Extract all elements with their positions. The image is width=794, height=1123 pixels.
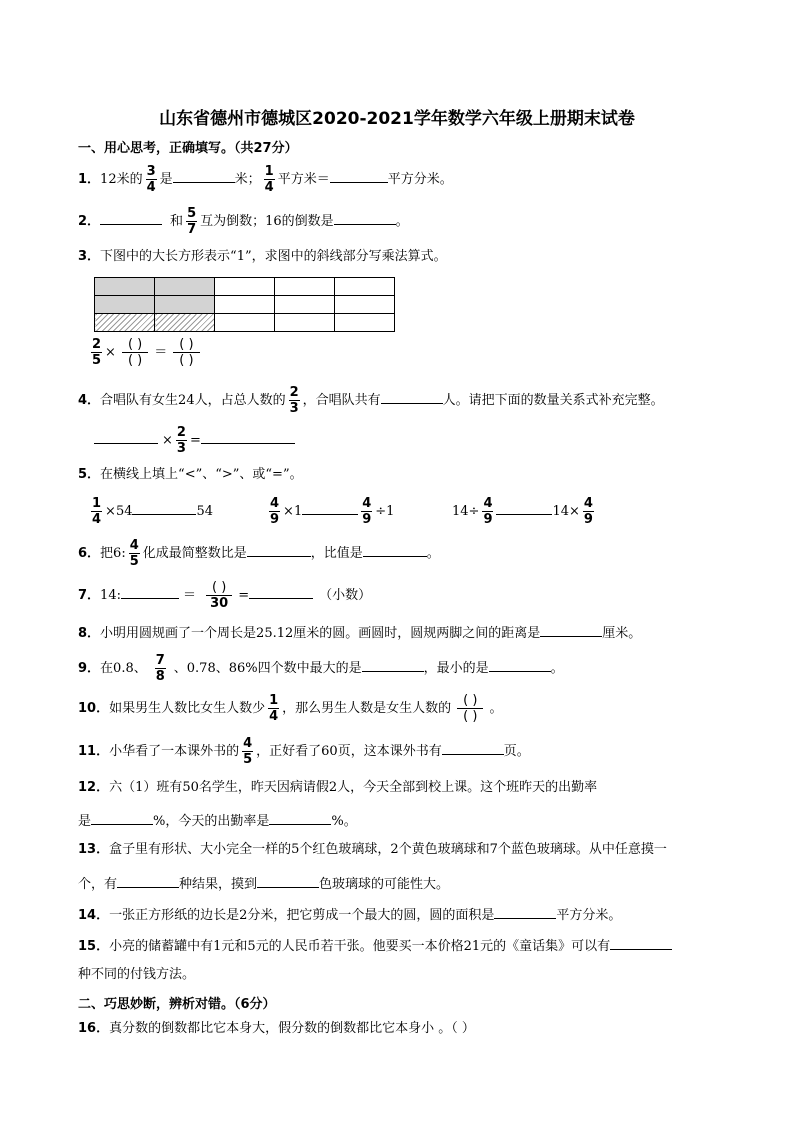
text: 。 xyxy=(426,546,440,561)
section-1-heading: 一、用心思考，正确填写。（共27分） xyxy=(78,141,298,156)
answer-blank[interactable] xyxy=(334,210,396,225)
text: 化成最简整数比是 xyxy=(142,546,247,561)
answer-blank[interactable] xyxy=(363,542,427,557)
text: 小明用圆规画了一个周长是25.12厘米的圆。画圆时，圆规两脚之间的距离是 xyxy=(100,626,541,641)
answer-blank[interactable] xyxy=(100,210,162,225)
answer-blank[interactable] xyxy=(381,389,443,404)
question-number: 11． xyxy=(78,744,110,759)
text: ，比值是 xyxy=(310,546,363,561)
answer-blank[interactable] xyxy=(91,810,153,825)
question-8 xyxy=(78,622,641,643)
text: 米； xyxy=(234,172,261,187)
answer-blank[interactable] xyxy=(121,584,179,599)
text: 、0.78、86%四个数中最大的是 xyxy=(173,661,362,676)
question-6 xyxy=(78,538,440,569)
fraction-blank[interactable]: $\frac{( )}{( )}$ xyxy=(173,337,199,368)
text: 厘米。 xyxy=(602,626,642,641)
page-title: 山东省德州市德城区2020-2021学年数学六年级上册期末试卷 xyxy=(159,109,635,129)
text: 平方分米。 xyxy=(556,908,622,923)
question-number: 2． xyxy=(78,214,101,229)
fraction: $\frac{2}{3}$ xyxy=(289,385,299,416)
fraction-blank[interactable]: $\frac{( )}{( )}$ xyxy=(457,693,483,724)
text: ×1 xyxy=(283,504,303,519)
text: ，那么男生人数是女生人数的 xyxy=(282,701,452,716)
text: 平方米＝ xyxy=(277,172,330,187)
question-13 xyxy=(78,841,667,859)
question-number: 15． xyxy=(78,939,110,954)
text: 下图中的大长方形表示“1”，求图中的斜线部分写乘法算式。 xyxy=(100,249,447,264)
text: 。 xyxy=(489,701,503,716)
text: 小华看了一本课外书的 xyxy=(109,744,240,759)
question-7 xyxy=(78,580,371,612)
text: 页。 xyxy=(503,744,530,759)
answer-blank[interactable] xyxy=(269,810,331,825)
answer-blank[interactable] xyxy=(132,500,196,515)
text: 是 xyxy=(159,172,173,187)
text: 一张正方形纸的边长是2分米，把它剪成一个最大的圆，圆的面积是 xyxy=(109,908,495,923)
text: 把6: xyxy=(100,546,126,561)
question-5 xyxy=(78,466,303,484)
fraction: $\frac{4}{9}$ xyxy=(583,496,593,527)
text: 盒子里有形状、大小完全一样的5个红色玻璃球，2个黄色玻璃球和7个蓝色玻璃球。从中任意摸一 xyxy=(109,842,667,857)
text: 人。请把下面的数量关系式补充完整。 xyxy=(442,393,664,408)
answer-blank[interactable] xyxy=(173,168,235,183)
question-1 xyxy=(78,164,453,195)
text: 小亮的储蓄罐中有1元和5元的人民币若干张。他要买一本价格21元的《童话集》可以有 xyxy=(109,939,611,954)
fraction: $\frac{1}{4}$ xyxy=(269,693,279,724)
question-number: 12． xyxy=(78,780,110,795)
question-12-line-2 xyxy=(78,810,357,831)
text: 平方分米。 xyxy=(387,172,453,187)
text: %，今天的出勤率是 xyxy=(153,814,270,829)
question-4 xyxy=(78,385,664,416)
text: 14÷ xyxy=(452,504,480,519)
text: ，合唱队共有 xyxy=(302,393,381,408)
question-5-item-3 xyxy=(452,496,597,528)
answer-blank[interactable] xyxy=(247,542,311,557)
answer-blank[interactable] xyxy=(494,904,556,919)
text: 种不同的付钱方法。 xyxy=(78,967,196,982)
question-number: 8． xyxy=(78,626,101,641)
answer-blank[interactable] xyxy=(489,657,551,672)
text: 色玻璃球的可能性大。 xyxy=(319,877,450,892)
answer-blank[interactable] xyxy=(94,429,158,444)
question-12 xyxy=(78,779,597,797)
question-number: 6． xyxy=(78,546,101,561)
text: 如果男生人数比女生人数少 xyxy=(109,701,266,716)
fraction: $\frac{2}{5}$ xyxy=(92,337,102,368)
fraction-blank[interactable]: $\frac{( )}{30}$ xyxy=(206,580,232,611)
question-number: 7． xyxy=(78,588,101,603)
answer-blank[interactable] xyxy=(496,500,552,515)
question-11 xyxy=(78,736,530,767)
answer-blank[interactable] xyxy=(249,584,313,599)
fraction: $\frac{2}{3}$ xyxy=(176,425,186,456)
text: 六（1）班有50名学生，昨天因病请假2人，今天全部到校上课。这个班昨天的出勤率 xyxy=(109,780,598,795)
text: ÷1 xyxy=(375,504,395,519)
question-3-formula xyxy=(88,336,206,370)
answer-blank[interactable] xyxy=(362,657,424,672)
text: 真分数的倒数都比它本身大，假分数的倒数都比它本身小 。（ ） xyxy=(109,1021,475,1036)
question-15 xyxy=(78,935,672,956)
text: 和 xyxy=(170,214,184,229)
text: 。 xyxy=(550,661,564,676)
text: 在横线上填上“<”、“>”、或“=”。 xyxy=(100,467,303,482)
text: （小数） xyxy=(319,588,372,603)
fraction: $\frac{1}{4}$ xyxy=(92,496,102,527)
text: 54 xyxy=(196,504,214,519)
fraction: $\frac{1}{4}$ xyxy=(264,164,274,195)
equals-sign: = xyxy=(238,588,250,603)
question-number: 5． xyxy=(78,467,101,482)
question-14 xyxy=(78,904,621,925)
question-number: 10． xyxy=(78,701,110,716)
question-4-relation xyxy=(94,425,295,456)
text: 是 xyxy=(78,814,92,829)
equals-sign: ＝ xyxy=(154,345,168,360)
question-number: 3． xyxy=(78,249,101,264)
question-15-line-2 xyxy=(78,966,195,984)
section-2-heading: 二、巧思妙断，辨析对错。（6分） xyxy=(78,997,276,1012)
text: 14× xyxy=(552,504,580,519)
text: 在0.8、 xyxy=(100,661,147,676)
equals-sign: ＝ xyxy=(182,588,196,603)
fraction: $\frac{4}{9}$ xyxy=(270,496,280,527)
answer-blank[interactable] xyxy=(442,740,504,755)
answer-blank[interactable] xyxy=(610,935,672,950)
answer-blank[interactable] xyxy=(117,873,179,888)
question-3 xyxy=(78,248,447,266)
answer-blank[interactable] xyxy=(540,622,602,637)
fraction: $\frac{4}{9}$ xyxy=(483,496,493,527)
answer-blank[interactable] xyxy=(302,500,358,515)
text: ×54 xyxy=(105,504,133,519)
text: 14: xyxy=(100,588,121,603)
text: 互为倒数；16的倒数是 xyxy=(200,214,334,229)
text: 。 xyxy=(395,214,409,229)
text: ，正好看了60页，这本课外书有 xyxy=(256,744,442,759)
text: 个，有 xyxy=(78,877,118,892)
text: 种结果，摸到 xyxy=(179,877,258,892)
fraction: $\frac{5}{7}$ xyxy=(187,206,197,237)
question-5-item-2 xyxy=(266,496,394,528)
text: ，最小的是 xyxy=(423,661,489,676)
question-10 xyxy=(78,693,502,725)
equals-sign: = xyxy=(189,433,201,448)
question-number: 16． xyxy=(78,1021,110,1036)
question-number: 9． xyxy=(78,661,101,676)
fraction: $\frac{3}{4}$ xyxy=(146,164,156,195)
question-2 xyxy=(78,206,409,237)
question-number: 4． xyxy=(78,393,101,408)
answer-blank[interactable] xyxy=(201,429,295,444)
fraction: $\frac{7}{8}$ xyxy=(155,653,165,684)
question-16 xyxy=(78,1020,475,1038)
question-number: 14． xyxy=(78,908,110,923)
question-number: 13． xyxy=(78,842,110,857)
question-5-item-1 xyxy=(88,496,213,528)
times-sign: × xyxy=(162,433,173,448)
question-9 xyxy=(78,653,564,684)
times-sign: × xyxy=(105,345,116,360)
text: 合唱队有女生24人，占总人数的 xyxy=(100,393,286,408)
question-13-line-2 xyxy=(78,873,449,894)
text: %。 xyxy=(331,814,357,829)
answer-blank[interactable] xyxy=(257,873,319,888)
fraction: $\frac{4}{5}$ xyxy=(129,538,139,569)
fraction: $\frac{4}{5}$ xyxy=(243,736,253,767)
rectangle-grid-diagram xyxy=(94,277,395,332)
fraction: $\frac{4}{9}$ xyxy=(362,496,372,527)
fraction-blank[interactable]: $\frac{( )}{( )}$ xyxy=(122,337,148,368)
answer-blank[interactable] xyxy=(330,168,388,183)
text: 12米的 xyxy=(100,172,143,187)
question-number: 1． xyxy=(78,172,101,187)
